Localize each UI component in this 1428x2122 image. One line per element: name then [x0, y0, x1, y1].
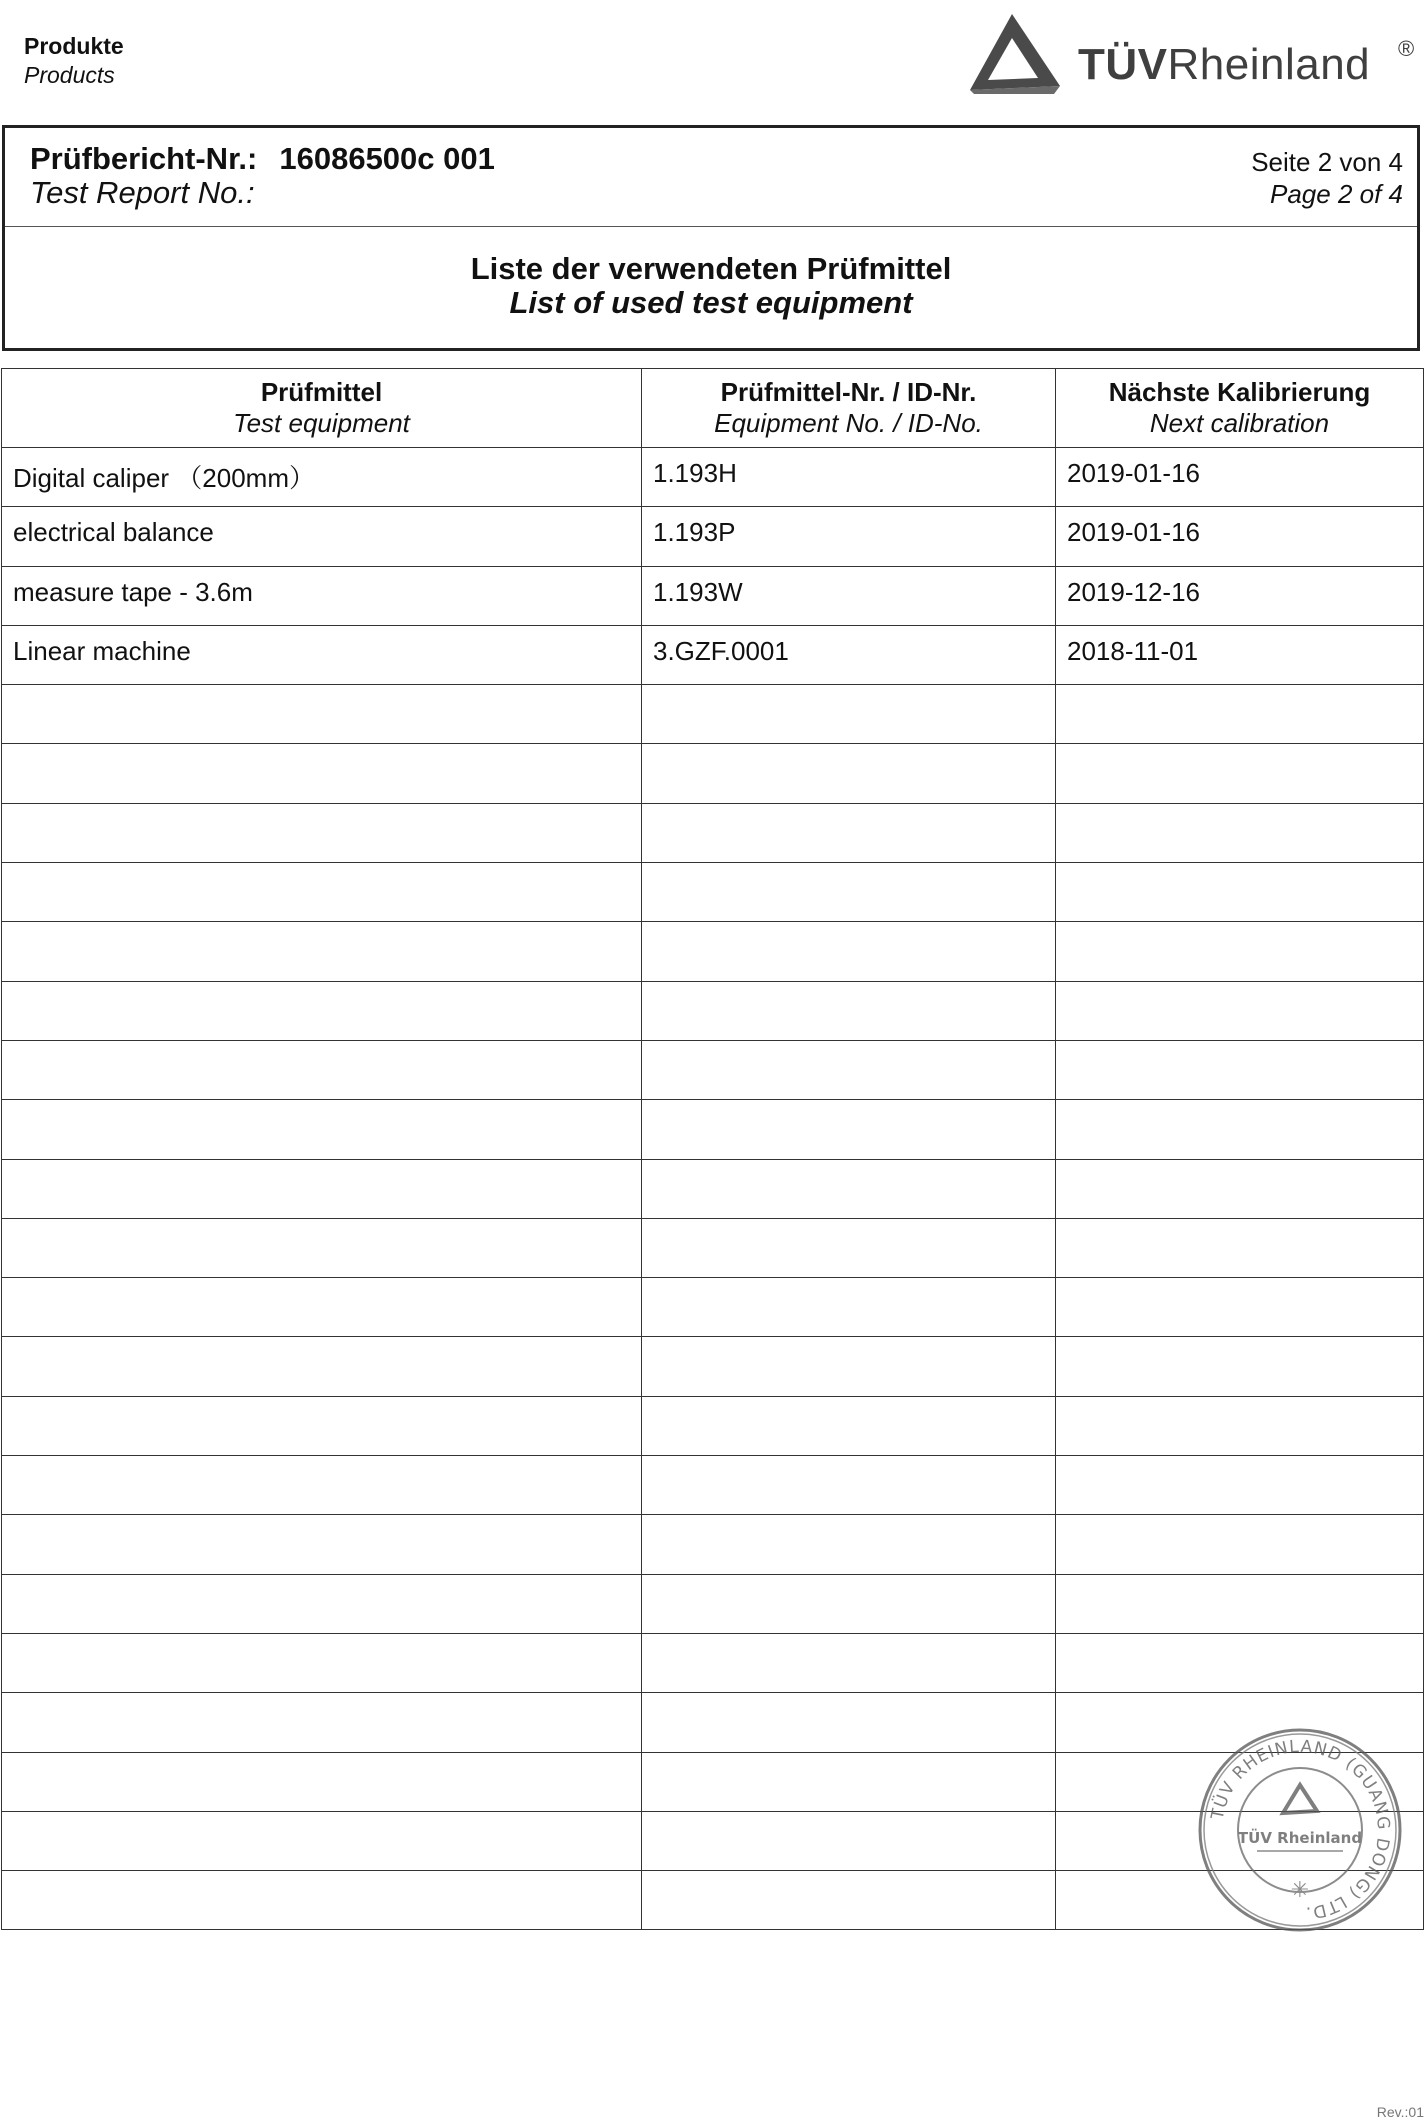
cell-calibration: [1056, 685, 1424, 744]
report-number-value: 16086500c 001: [279, 141, 495, 176]
cell-id: 1.193P: [642, 507, 1056, 566]
registered-mark: ®: [1398, 36, 1415, 61]
report-header-top: [5, 128, 1417, 227]
cell-equipment: [2, 981, 642, 1040]
table-row: [2, 507, 1424, 566]
cell-id: [642, 685, 1056, 744]
table-row-empty: [2, 803, 1424, 862]
equipment-table: [1, 368, 1424, 1930]
cell-id: [642, 1278, 1056, 1337]
page-info-en: Page 2 of 4: [1270, 179, 1403, 209]
cell-id: [642, 1396, 1056, 1455]
cell-id: [642, 1040, 1056, 1099]
cell-calibration: [1056, 1159, 1424, 1218]
cell-id: [642, 1871, 1056, 1930]
table-row: [2, 625, 1424, 684]
table-row: [2, 566, 1424, 625]
cell-id: [642, 744, 1056, 803]
cell-equipment: [2, 1811, 642, 1870]
cell-id: 1.193W: [642, 566, 1056, 625]
cell-equipment: [2, 1040, 642, 1099]
page-info-de: Seite 2 von 4: [1251, 147, 1403, 177]
table-row-empty: [2, 922, 1424, 981]
cell-calibration: [1056, 803, 1424, 862]
cell-equipment: [2, 1159, 642, 1218]
stamp-seal-icon: [1195, 1725, 1405, 1935]
cell-id: [642, 1693, 1056, 1752]
cell-id: 3.GZF.0001: [642, 625, 1056, 684]
cell-equipment: [2, 1515, 642, 1574]
report-header-box: [2, 125, 1420, 351]
cell-id: [642, 1633, 1056, 1692]
cell-equipment: electrical balance: [2, 507, 642, 566]
cell-equipment: Digital caliper （200mm）: [2, 448, 642, 507]
table-row-empty: [2, 1040, 1424, 1099]
table-row-empty: [2, 981, 1424, 1040]
stamp-ring-text: TÜV RHEINLAND (GUANG DONG) LTD.: [1207, 1736, 1394, 1923]
table-row-empty: [2, 1633, 1424, 1692]
cell-id: [642, 1456, 1056, 1515]
company-stamp: [1195, 1725, 1405, 1935]
cell-equipment: [2, 1218, 642, 1277]
table-row: [2, 448, 1424, 507]
cell-equipment: [2, 863, 642, 922]
cell-equipment: [2, 803, 642, 862]
svg-text:✳: ✳: [1290, 1878, 1310, 1903]
products-label: [24, 32, 124, 90]
cell-equipment: [2, 1396, 642, 1455]
cell-calibration: [1056, 1633, 1424, 1692]
cell-id: [642, 1574, 1056, 1633]
report-number-label-en: Test Report No.:: [30, 175, 255, 210]
revision-label: Rev.:01: [1376, 2104, 1424, 2120]
cell-equipment: [2, 1278, 642, 1337]
cell-id: [642, 1515, 1056, 1574]
table-row-empty: [2, 744, 1424, 803]
report-number-label-de: Prüfbericht-Nr.:: [30, 141, 258, 176]
cell-calibration: [1056, 1396, 1424, 1455]
cell-calibration: [1056, 1040, 1424, 1099]
cell-equipment: [2, 1752, 642, 1811]
cell-calibration: [1056, 1278, 1424, 1337]
column-header-id: Prüfmittel-Nr. / ID-Nr. Equipment No. / ID-No.: [642, 369, 1056, 448]
table-row-empty: [2, 1337, 1424, 1396]
products-label-en: Products: [24, 62, 115, 88]
cell-calibration: [1056, 1574, 1424, 1633]
cell-calibration: [1056, 922, 1424, 981]
cell-id: [642, 803, 1056, 862]
cell-calibration: 2019-12-16: [1056, 566, 1424, 625]
cell-equipment: [2, 744, 642, 803]
cell-calibration: [1056, 1456, 1424, 1515]
cell-equipment: [2, 1693, 642, 1752]
cell-calibration: [1056, 1337, 1424, 1396]
cell-equipment: [2, 1337, 642, 1396]
tuv-rheinland-logo: [968, 10, 1428, 96]
cell-id: [642, 1752, 1056, 1811]
logo-wordmark: TÜVRheinland: [1078, 40, 1371, 89]
cell-equipment: Linear machine: [2, 625, 642, 684]
cell-id: [642, 1100, 1056, 1159]
column-header-equipment: Prüfmittel Test equipment: [2, 369, 642, 448]
cell-equipment: [2, 1633, 642, 1692]
cell-id: [642, 1811, 1056, 1870]
cell-calibration: [1056, 981, 1424, 1040]
table-row-empty: [2, 1100, 1424, 1159]
table-row-empty: [2, 1396, 1424, 1455]
page-info: [1251, 146, 1403, 210]
column-header-calibration: Nächste Kalibrierung Next calibration: [1056, 369, 1424, 448]
table-row-empty: [2, 1456, 1424, 1515]
list-title-en: List of used test equipment: [509, 285, 913, 320]
table-row-empty: [2, 1515, 1424, 1574]
list-title: [5, 252, 1417, 320]
cell-equipment: measure tape - 3.6m: [2, 566, 642, 625]
table-row-empty: [2, 1218, 1424, 1277]
table-header-row: [2, 369, 1424, 448]
cell-calibration: [1056, 863, 1424, 922]
cell-id: [642, 1159, 1056, 1218]
cell-equipment: [2, 922, 642, 981]
stamp-center-text: TÜV Rheinland: [1237, 1829, 1363, 1847]
cell-calibration: 2019-01-16: [1056, 507, 1424, 566]
list-title-de: Liste der verwendeten Prüfmittel: [470, 251, 952, 286]
table-row-empty: [2, 1278, 1424, 1337]
table-row-empty: [2, 685, 1424, 744]
report-number: [30, 142, 495, 210]
cell-equipment: [2, 1100, 642, 1159]
table-row-empty: [2, 1574, 1424, 1633]
cell-calibration: 2018-11-01: [1056, 625, 1424, 684]
triangle-logo-icon: [968, 10, 1064, 94]
cell-id: [642, 1337, 1056, 1396]
cell-id: [642, 981, 1056, 1040]
cell-equipment: [2, 1574, 642, 1633]
table-row-empty: [2, 863, 1424, 922]
cell-id: [642, 1218, 1056, 1277]
cell-id: [642, 863, 1056, 922]
cell-calibration: [1056, 1515, 1424, 1574]
cell-calibration: [1056, 744, 1424, 803]
cell-calibration: [1056, 1100, 1424, 1159]
cell-calibration: 2019-01-16: [1056, 448, 1424, 507]
cell-id: [642, 922, 1056, 981]
cell-equipment: [2, 1456, 642, 1515]
cell-equipment: [2, 685, 642, 744]
table-row-empty: [2, 1159, 1424, 1218]
cell-id: 1.193H: [642, 448, 1056, 507]
cell-calibration: [1056, 1218, 1424, 1277]
cell-equipment: [2, 1871, 642, 1930]
products-label-de: Produkte: [24, 33, 124, 59]
